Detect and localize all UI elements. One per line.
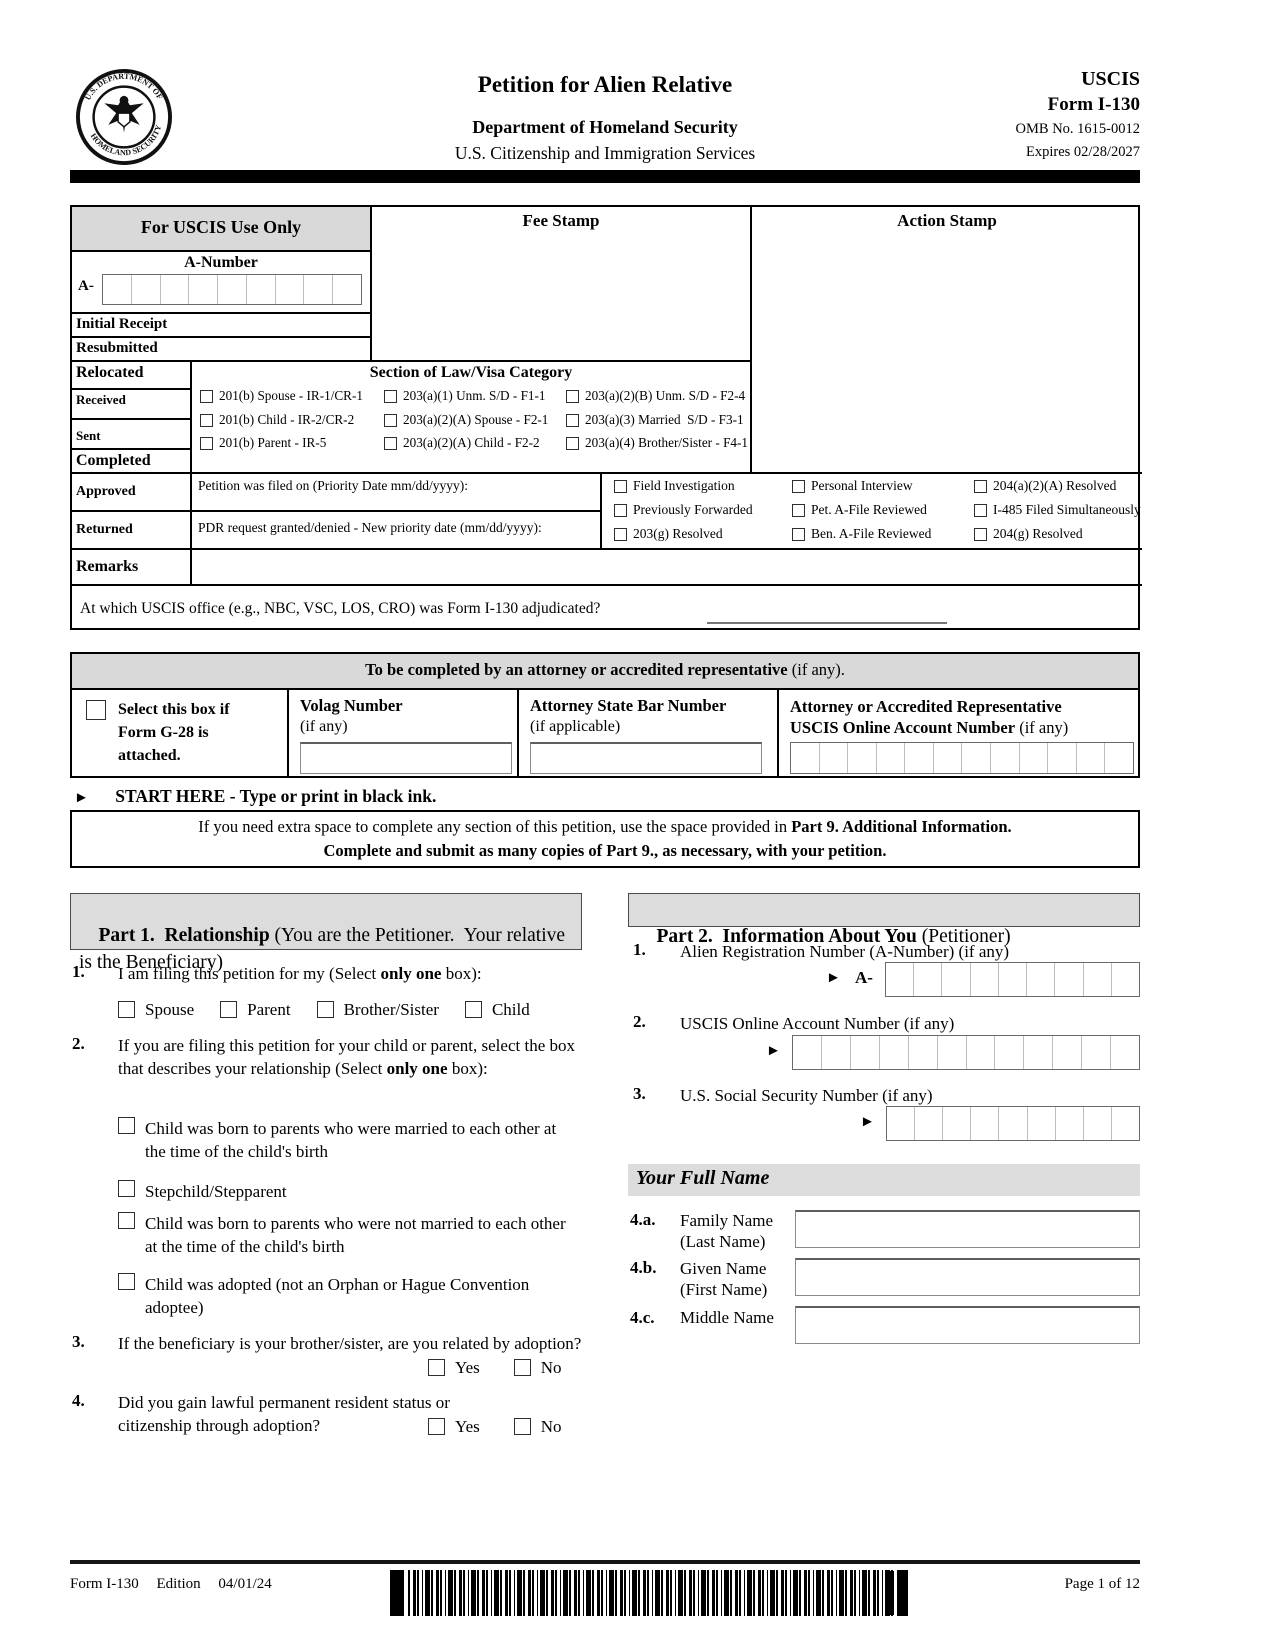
part1-title-normal: (You are the Petitioner. Your relative is the Beneficiary)	[79, 925, 570, 973]
part2-q3-number: 3.	[633, 1084, 646, 1103]
part2-q1-number: 1.	[633, 940, 646, 959]
rep-account-comb-field[interactable]	[790, 742, 1134, 774]
checkbox-i485-filed[interactable]	[974, 504, 987, 517]
option-label-brother-sister: Brother/Sister	[343, 1000, 439, 1019]
law-option-label: 201(b) Child - IR-2/CR-2	[219, 411, 355, 427]
q1-text-post: box):	[441, 964, 482, 983]
action-checkboxes-cell	[602, 474, 1142, 550]
returned-pdr-text: PDR request granted/denied - New priority date (mm/dd/yyyy):	[192, 512, 602, 550]
uscis-label: USCIS	[1081, 68, 1140, 90]
rep-account-label-line2: USCIS Online Account Number	[790, 718, 1016, 738]
attorney-header-bold: To be completed by an attorney or accredited representative	[365, 660, 788, 679]
seal-text-bottom: HOMELAND SECURITY	[88, 123, 164, 158]
extra-space-note	[70, 810, 1140, 868]
checkbox-brother-sister[interactable]	[317, 1001, 334, 1018]
checkbox-field-investigation[interactable]	[614, 480, 627, 493]
law-option-label: 201(b) Spouse - IR-1/CR-1	[219, 388, 363, 403]
section-of-law-title: Section of Law/Visa Category	[369, 364, 573, 381]
attorney-bar-input[interactable]	[530, 742, 762, 774]
checkbox-law-f2-4[interactable]	[566, 390, 579, 403]
arrow-icon: ►	[826, 970, 841, 986]
expiration-date: Expires 02/28/2027	[1026, 144, 1140, 160]
action-option-label: Previously Forwarded	[633, 501, 753, 517]
field-4b-number: 4.b.	[630, 1258, 657, 1277]
part1-q3-text: If the beneficiary is your brother/sister, are you related by adoption?	[118, 1334, 582, 1353]
part1-q2-number: 2.	[72, 1034, 85, 1053]
part1-q2-option2	[118, 1180, 588, 1203]
law-option-label: 203(a)(4) Brother/Sister - F4-1	[585, 435, 748, 451]
checkbox-ben-afile-reviewed[interactable]	[792, 528, 805, 541]
start-here-arrow-icon: ►	[74, 790, 89, 806]
checkbox-q4-no[interactable]	[514, 1418, 531, 1435]
part1-q1-text	[118, 962, 588, 985]
field-4a-label	[680, 1210, 773, 1253]
attorney-divider	[287, 688, 289, 776]
action-option-label: 204(g) Resolved	[993, 525, 1083, 541]
remarks-label: Remarks	[72, 550, 192, 586]
action-stamp-label: Action Stamp	[897, 211, 997, 230]
q1-text-pre: I am filing this petition for my (Select	[118, 964, 381, 983]
rep-account-label-sub: (if any)	[1015, 718, 1069, 738]
section-of-law-cell	[192, 362, 752, 474]
q2-text-post: box):	[447, 1059, 488, 1079]
checkbox-child-unmarried-parents[interactable]	[118, 1212, 135, 1229]
checkbox-stepchild-stepparent[interactable]	[118, 1180, 135, 1197]
field-4c-label: Middle Name	[680, 1308, 774, 1327]
part1-q1-number: 1.	[72, 962, 85, 981]
footer-form-number: Form I-130	[70, 1576, 139, 1592]
first-name-sublabel: (First Name)	[680, 1280, 768, 1300]
law-option-label: 203(a)(3) Married S/D - F3-1	[585, 411, 744, 427]
omb-number: OMB No. 1615-0012	[1015, 121, 1140, 137]
action-option-label: 204(a)(2)(A) Resolved	[993, 478, 1117, 493]
office-answer-line[interactable]	[707, 622, 947, 624]
attorney-divider	[517, 688, 519, 776]
part1-q4-number: 4.	[72, 1391, 85, 1410]
q2-option2-label: Stepchild/Stepparent	[145, 1182, 287, 1201]
field-4b-label	[680, 1258, 767, 1301]
footer-divider-bar	[70, 1560, 1140, 1564]
part1-q3-yesno	[428, 1356, 562, 1379]
approved-label: Approved	[72, 474, 192, 512]
part1-q3-number: 3.	[72, 1332, 85, 1351]
header-divider-bar	[70, 170, 1140, 183]
checkbox-spouse[interactable]	[118, 1001, 135, 1018]
checkbox-law-f4-1[interactable]	[566, 437, 579, 450]
footer-edition-date: 04/01/24	[218, 1576, 272, 1592]
received-label: Received	[72, 390, 192, 420]
dhs-seal-icon	[75, 68, 173, 166]
form-number: Form I-130	[1047, 94, 1140, 115]
checkbox-previously-forwarded[interactable]	[614, 504, 627, 517]
a-prefix: A-	[78, 278, 94, 294]
law-option-label: 203(a)(2)(A) Child - F2-2	[403, 435, 540, 451]
footer-barcode	[390, 1570, 908, 1616]
note-line1-normal: If you need extra space to complete any section of this petition, use the space provided in	[198, 817, 792, 837]
office-question-text: At which USCIS office (e.g., NBC, VSC, LOS, CRO) was Form I-130 adjudicated?	[80, 600, 601, 617]
last-name-sublabel: (Last Name)	[680, 1232, 766, 1252]
checkbox-law-f1-1[interactable]	[384, 390, 397, 403]
option-label-child: Child	[491, 1000, 530, 1019]
action-option-label: 203(g) Resolved	[633, 525, 723, 541]
returned-label: Returned	[72, 512, 192, 550]
fee-stamp-cell	[372, 207, 752, 362]
a-number-cell	[72, 252, 372, 314]
field-4c-number: 4.c.	[630, 1308, 655, 1327]
attorney-header-normal: (if any).	[787, 660, 845, 679]
part2-a-number-comb[interactable]	[885, 962, 1140, 997]
volag-number-sub: (if any)	[300, 718, 348, 735]
checkbox-law-f3-1[interactable]	[566, 414, 579, 427]
footer-page-number: Page 1 of 12	[1064, 1576, 1140, 1592]
q2-text-bold: only one	[386, 1059, 448, 1079]
part2-q3-text: U.S. Social Security Number (if any)	[680, 1086, 933, 1105]
arrow-icon: ►	[766, 1043, 781, 1059]
part2-q2-number: 2.	[633, 1012, 646, 1031]
checkbox-q4-yes[interactable]	[428, 1418, 445, 1435]
form-department: Department of Homeland Security	[472, 117, 738, 137]
q3-no-label: No	[540, 1358, 562, 1377]
footer-left	[70, 1576, 272, 1593]
seal-text-top: U.S. DEPARTMENT OF	[83, 71, 165, 102]
checkbox-q3-yes[interactable]	[428, 1359, 445, 1376]
resubmitted-label: Resubmitted	[72, 338, 372, 362]
part2-title-normal: (Petitioner)	[916, 926, 1011, 948]
footer-edition-label: Edition	[156, 1576, 201, 1592]
checkbox-law-f2-2[interactable]	[384, 437, 397, 450]
your-full-name-header: Your Full Name	[628, 1164, 1140, 1196]
checkbox-personal-interview[interactable]	[792, 480, 805, 493]
part1-q4-yesno	[428, 1415, 562, 1438]
volag-number-label: Volag Number	[300, 696, 403, 715]
part1-q1-options	[118, 998, 530, 1021]
option-label-spouse: Spouse	[145, 1000, 195, 1019]
checkbox-q3-no[interactable]	[514, 1359, 531, 1376]
attorney-divider	[777, 688, 779, 776]
rep-account-label	[790, 696, 1135, 739]
attorney-box	[70, 652, 1140, 778]
action-option-label: I-485 Filed Simultaneously	[993, 501, 1141, 517]
law-option-label: 203(a)(2)(A) Spouse - F2-1	[403, 411, 549, 427]
part2-q1-text: Alien Registration Number (A-Number) (if any)	[680, 942, 1010, 961]
action-stamp-cell	[752, 207, 1142, 474]
checkbox-law-child-ir2[interactable]	[200, 414, 213, 427]
action-option-label: Pet. A-File Reviewed	[811, 501, 927, 517]
q2-option3-label: Child was born to parents who were not married to each other at the time of the child's birth	[145, 1214, 566, 1257]
law-option-label: 201(b) Parent - IR-5	[219, 435, 327, 451]
arrow-icon: ►	[860, 1114, 875, 1130]
rep-account-label-line1: Attorney or Accredited Representative	[790, 697, 1062, 716]
uscis-use-only-header: For USCIS Use Only	[72, 207, 372, 252]
part1-header	[70, 893, 582, 973]
action-option-label: Ben. A-File Reviewed	[811, 525, 932, 541]
checkbox-child-adopted[interactable]	[118, 1273, 135, 1290]
option-label-parent: Parent	[247, 1000, 291, 1019]
a-number-comb-field[interactable]	[102, 274, 362, 305]
family-name-label: Family Name	[680, 1211, 774, 1230]
volag-number-input[interactable]	[300, 742, 512, 774]
checkbox-203g-resolved[interactable]	[614, 528, 627, 541]
checkbox-child[interactable]	[465, 1001, 482, 1018]
part2-online-account-comb[interactable]	[792, 1035, 1140, 1070]
part1-q2-option3	[118, 1212, 588, 1259]
part1-q2-option1	[118, 1117, 588, 1164]
attorney-box-header	[72, 654, 1138, 690]
given-name-input[interactable]	[795, 1258, 1140, 1296]
q3-yes-label: Yes	[455, 1358, 480, 1377]
q4-yes-label: Yes	[455, 1417, 480, 1436]
part1-q2-text	[118, 1034, 596, 1081]
given-name-label: Given Name	[680, 1259, 767, 1278]
q2-option4-label: Child was adopted (not an Orphan or Hague Convention adoptee)	[145, 1275, 530, 1318]
q2-text-pre: If you are filing this petition for your child or parent, select the box that describes your relationship (Select	[118, 1036, 575, 1079]
q1-text-bold: only one	[380, 964, 442, 983]
field-4a-number: 4.a.	[630, 1210, 656, 1229]
law-option-label: 203(a)(2)(B) Unm. S/D - F2-4	[585, 388, 746, 403]
part2-title-bold: Part 2. Information About You	[656, 926, 917, 948]
initial-receipt-label: Initial Receipt	[72, 314, 372, 338]
relocated-label: Relocated	[72, 362, 192, 390]
form-title: Petition for Alien Relative	[477, 72, 733, 97]
sent-label: Sent	[72, 420, 192, 450]
checkbox-pet-afile-reviewed[interactable]	[792, 504, 805, 517]
approved-priority-date: Petition was filed on (Priority Date mm/dd/yyyy):	[192, 474, 602, 512]
middle-name-input[interactable]	[795, 1306, 1140, 1344]
completed-label: Completed	[72, 450, 192, 474]
attorney-bar-label: Attorney State Bar Number	[530, 696, 727, 715]
part2-ssn-comb[interactable]	[886, 1106, 1140, 1141]
checkbox-law-spouse-ir1[interactable]	[200, 390, 213, 403]
checkbox-child-married-parents[interactable]	[118, 1117, 135, 1134]
action-option-label: Field Investigation	[633, 478, 735, 493]
uscis-use-only-table	[70, 205, 1140, 630]
checkbox-law-parent-ir5[interactable]	[200, 437, 213, 450]
checkbox-g28-attached[interactable]	[86, 700, 106, 720]
q2-option1-label: Child was born to parents who were married to each other at the time of the child's birth	[145, 1119, 557, 1162]
action-option-label: Personal Interview	[811, 478, 913, 493]
checkbox-parent[interactable]	[220, 1001, 237, 1018]
part1-title-bold: Part 1. Relationship	[98, 925, 270, 947]
office-question-cell	[72, 586, 1142, 632]
note-line1-bold: Part 9. Additional Information.	[791, 817, 1012, 837]
a-number-label: A-Number	[184, 254, 258, 271]
start-here-line	[74, 786, 436, 807]
start-here-text: START HERE - Type or print in black ink.	[115, 786, 437, 806]
remarks-empty-cell[interactable]	[192, 550, 1142, 586]
checkbox-204g-resolved[interactable]	[974, 528, 987, 541]
fee-stamp-label: Fee Stamp	[522, 211, 600, 230]
part2-q2-text: USCIS Online Account Number (if any)	[680, 1014, 955, 1033]
part2-header	[628, 893, 1140, 948]
family-name-input[interactable]	[795, 1210, 1140, 1248]
q4-no-label: No	[540, 1417, 562, 1436]
part1-q4-text: Did you gain lawful permanent resident status or citizenship through adoption?	[118, 1393, 450, 1436]
checkbox-204a2a-resolved[interactable]	[974, 480, 987, 493]
law-option-label: 203(a)(1) Unm. S/D - F1-1	[403, 388, 546, 403]
attorney-bar-sub: (if applicable)	[530, 718, 621, 735]
part2-a-prefix: A-	[855, 968, 873, 987]
g28-label: Select this box if Form G-28 is attached.	[118, 701, 230, 765]
part1-q2-option4	[118, 1273, 588, 1320]
checkbox-law-f2-1[interactable]	[384, 414, 397, 427]
form-agency: U.S. Citizenship and Immigration Services	[454, 143, 756, 163]
note-line2: Complete and submit as many copies of Part 9., as necessary, with your petition.	[323, 841, 887, 860]
